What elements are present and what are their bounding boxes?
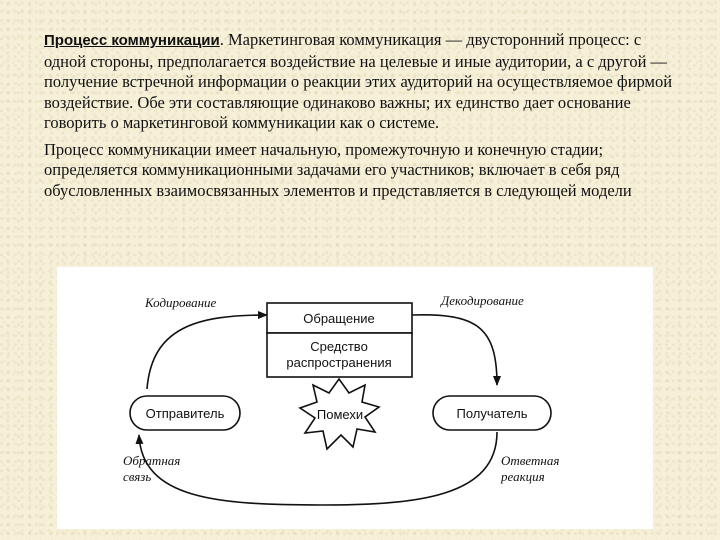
decoding-label: Декодирование: [441, 293, 524, 308]
noise-label: Помехи: [316, 407, 364, 422]
response-label-line1: Ответная: [501, 453, 560, 468]
channel-label-line2: распространения: [286, 355, 392, 370]
encoding-label: Кодирование: [145, 295, 217, 310]
feedback-label-line1: Обратная: [123, 453, 181, 468]
text-block: [44, 30, 684, 207]
message-label: Обращение: [303, 311, 375, 326]
response-label-line2: реакция: [501, 469, 545, 484]
feedback-label-line2: связь: [123, 469, 152, 484]
paragraph-1-text: . Маркетинговая коммуникация — двусторонний процесс: с одной стороны, предполагается воздействие на целевые и иные аудитории, а с другой — получение встречной информации о реакции этих аудиторий на осуществляемое фирмой воздействие. Обе эти составляющие одинаково важны; их единство дает основание говорить о маркетинговой коммуникации как о системе.: [44, 30, 673, 132]
communication-model-figure: [57, 267, 653, 529]
arrow-sender-to-message: [147, 315, 267, 389]
paragraph-2: Процесс коммуникации имеет начальную, промежуточную и конечную стадии; определяется коммуникационными задачами его участников; включает в себя ряд обусловленных взаимосвязанных элементов и представляется в следующей модели: [44, 139, 632, 200]
channel-label-line1: Средство: [310, 339, 368, 354]
lead-term: Процесс коммуникации: [44, 32, 220, 49]
sender-label: Отправитель: [145, 406, 225, 421]
communication-model-diagram: [57, 267, 653, 529]
receiver-label: Получатель: [456, 406, 528, 421]
paragraph-1: [44, 30, 684, 134]
arrow-feedback-loop: [139, 432, 497, 505]
arrow-channel-to-receiver: [412, 315, 497, 385]
